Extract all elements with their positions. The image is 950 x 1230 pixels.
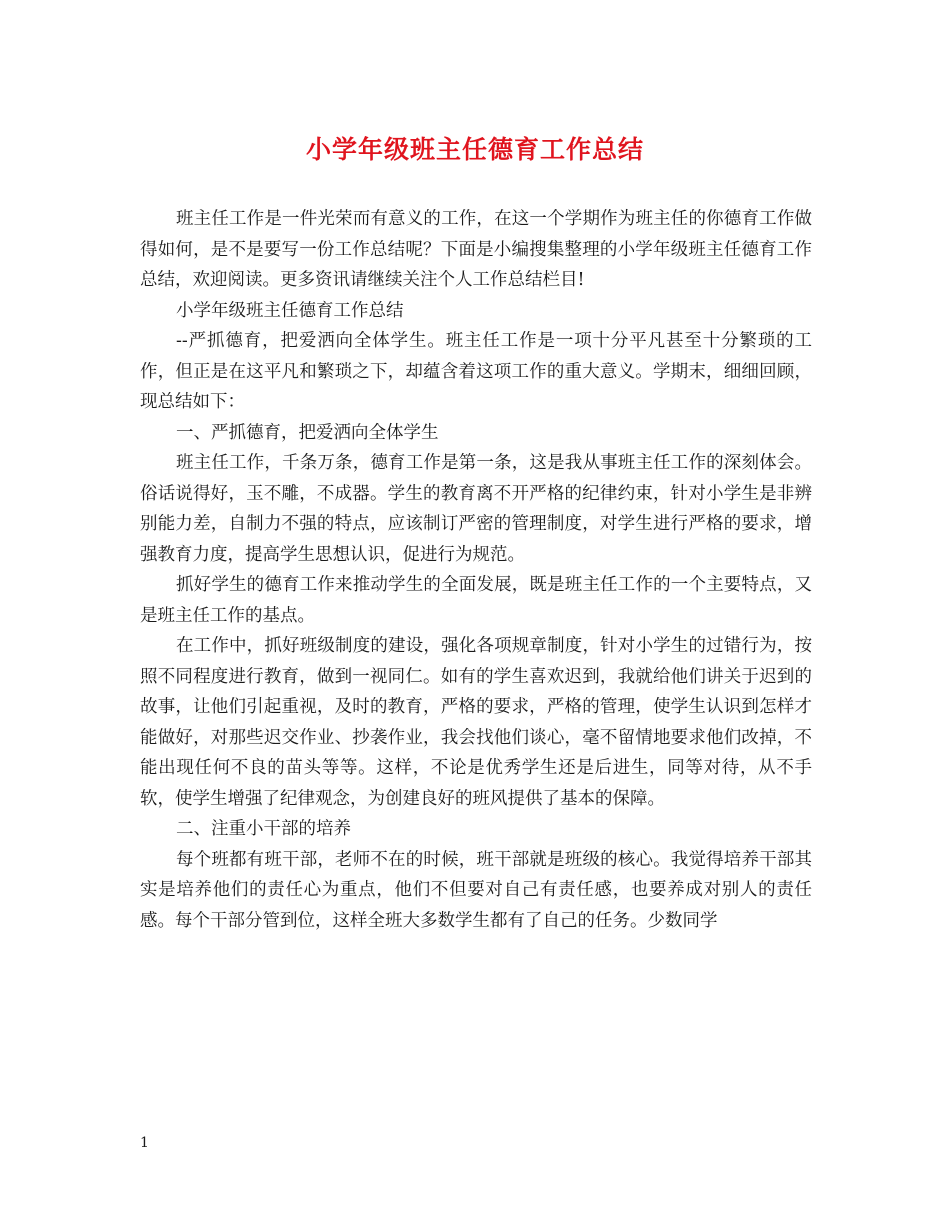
page-number: 1	[140, 1135, 149, 1151]
paragraph-class-rules: 在工作中，抓好班级制度的建设，强化各项规章制度，针对小学生的过错行为，按照不同程度进行教育，做到一视同仁。如有的学生喜欢迟到，我就给他们讲关于迟到的故事，让他们引起重视，及时的教育，严格的要求，严格的管理，使学生认识到怎样才能做好，对那些迟交作业、抄袭作业，我会找他们谈心，毫不留情地要求他们改掉，不能出现任何不良的苗头等等。这样，不论是优秀学生还是后进生，同等对待，从不手软，使学生增强了纪律观念，为创建良好的班风提供了基本的保障。	[140, 636, 812, 809]
paragraph-overview: --严抓德育，把爱洒向全体学生。班主任工作是一项十分平凡甚至十分繁琐的工作，但正是在这平凡和繁琐之下，却蕴含着这项工作的重大意义。学期末，细细回顾，现总结如下：	[140, 331, 812, 412]
paragraph-class-cadres: 每个班都有班干部，老师不在的时候，班干部就是班级的核心。我觉得培养干部其实是培养他们的责任心为重点，他们不但要对自己有责任感，也要养成对别人的责任感。每个干部分管到位，这样全班大多数学生都有了自己的任务。少数同学	[140, 849, 812, 931]
section-heading-1: 一、严抓德育，把爱洒向全体学生	[176, 422, 439, 443]
section-heading-2: 二、注重小干部的培养	[176, 819, 351, 839]
document-title: 小学年级班主任德育工作总结	[305, 135, 644, 164]
paragraph-moral-education: 班主任工作，千条万条，德育工作是第一条，这是我从事班主任工作的深刻体会。俗话说得好，玉不雕，不成器。学生的教育离不开严格的纪律约束，针对小学生是非辨别能力差，自制力不强的特点，应该制订严密的管理制度，对学生进行严格的要求，增强教育力度，提高学生思想认识，促进行为规范。	[140, 453, 812, 565]
paragraph-intro: 班主任工作是一件光荣而有意义的工作，在这一个学期作为班主任的你德育工作做得如何，是不是要写一份工作总结呢？下面是小编搜集整理的小学年级班主任德育工作总结，欢迎阅读。更多资讯请继续关注个人工作总结栏目!	[140, 209, 812, 290]
paragraph-development: 抓好学生的德育工作来推动学生的全面发展，既是班主任工作的一个主要特点，又是班主任工作的基点。	[140, 575, 812, 626]
paragraph-subtitle: 小学年级班主任德育工作总结	[176, 300, 404, 321]
document-body	[140, 204, 812, 936]
